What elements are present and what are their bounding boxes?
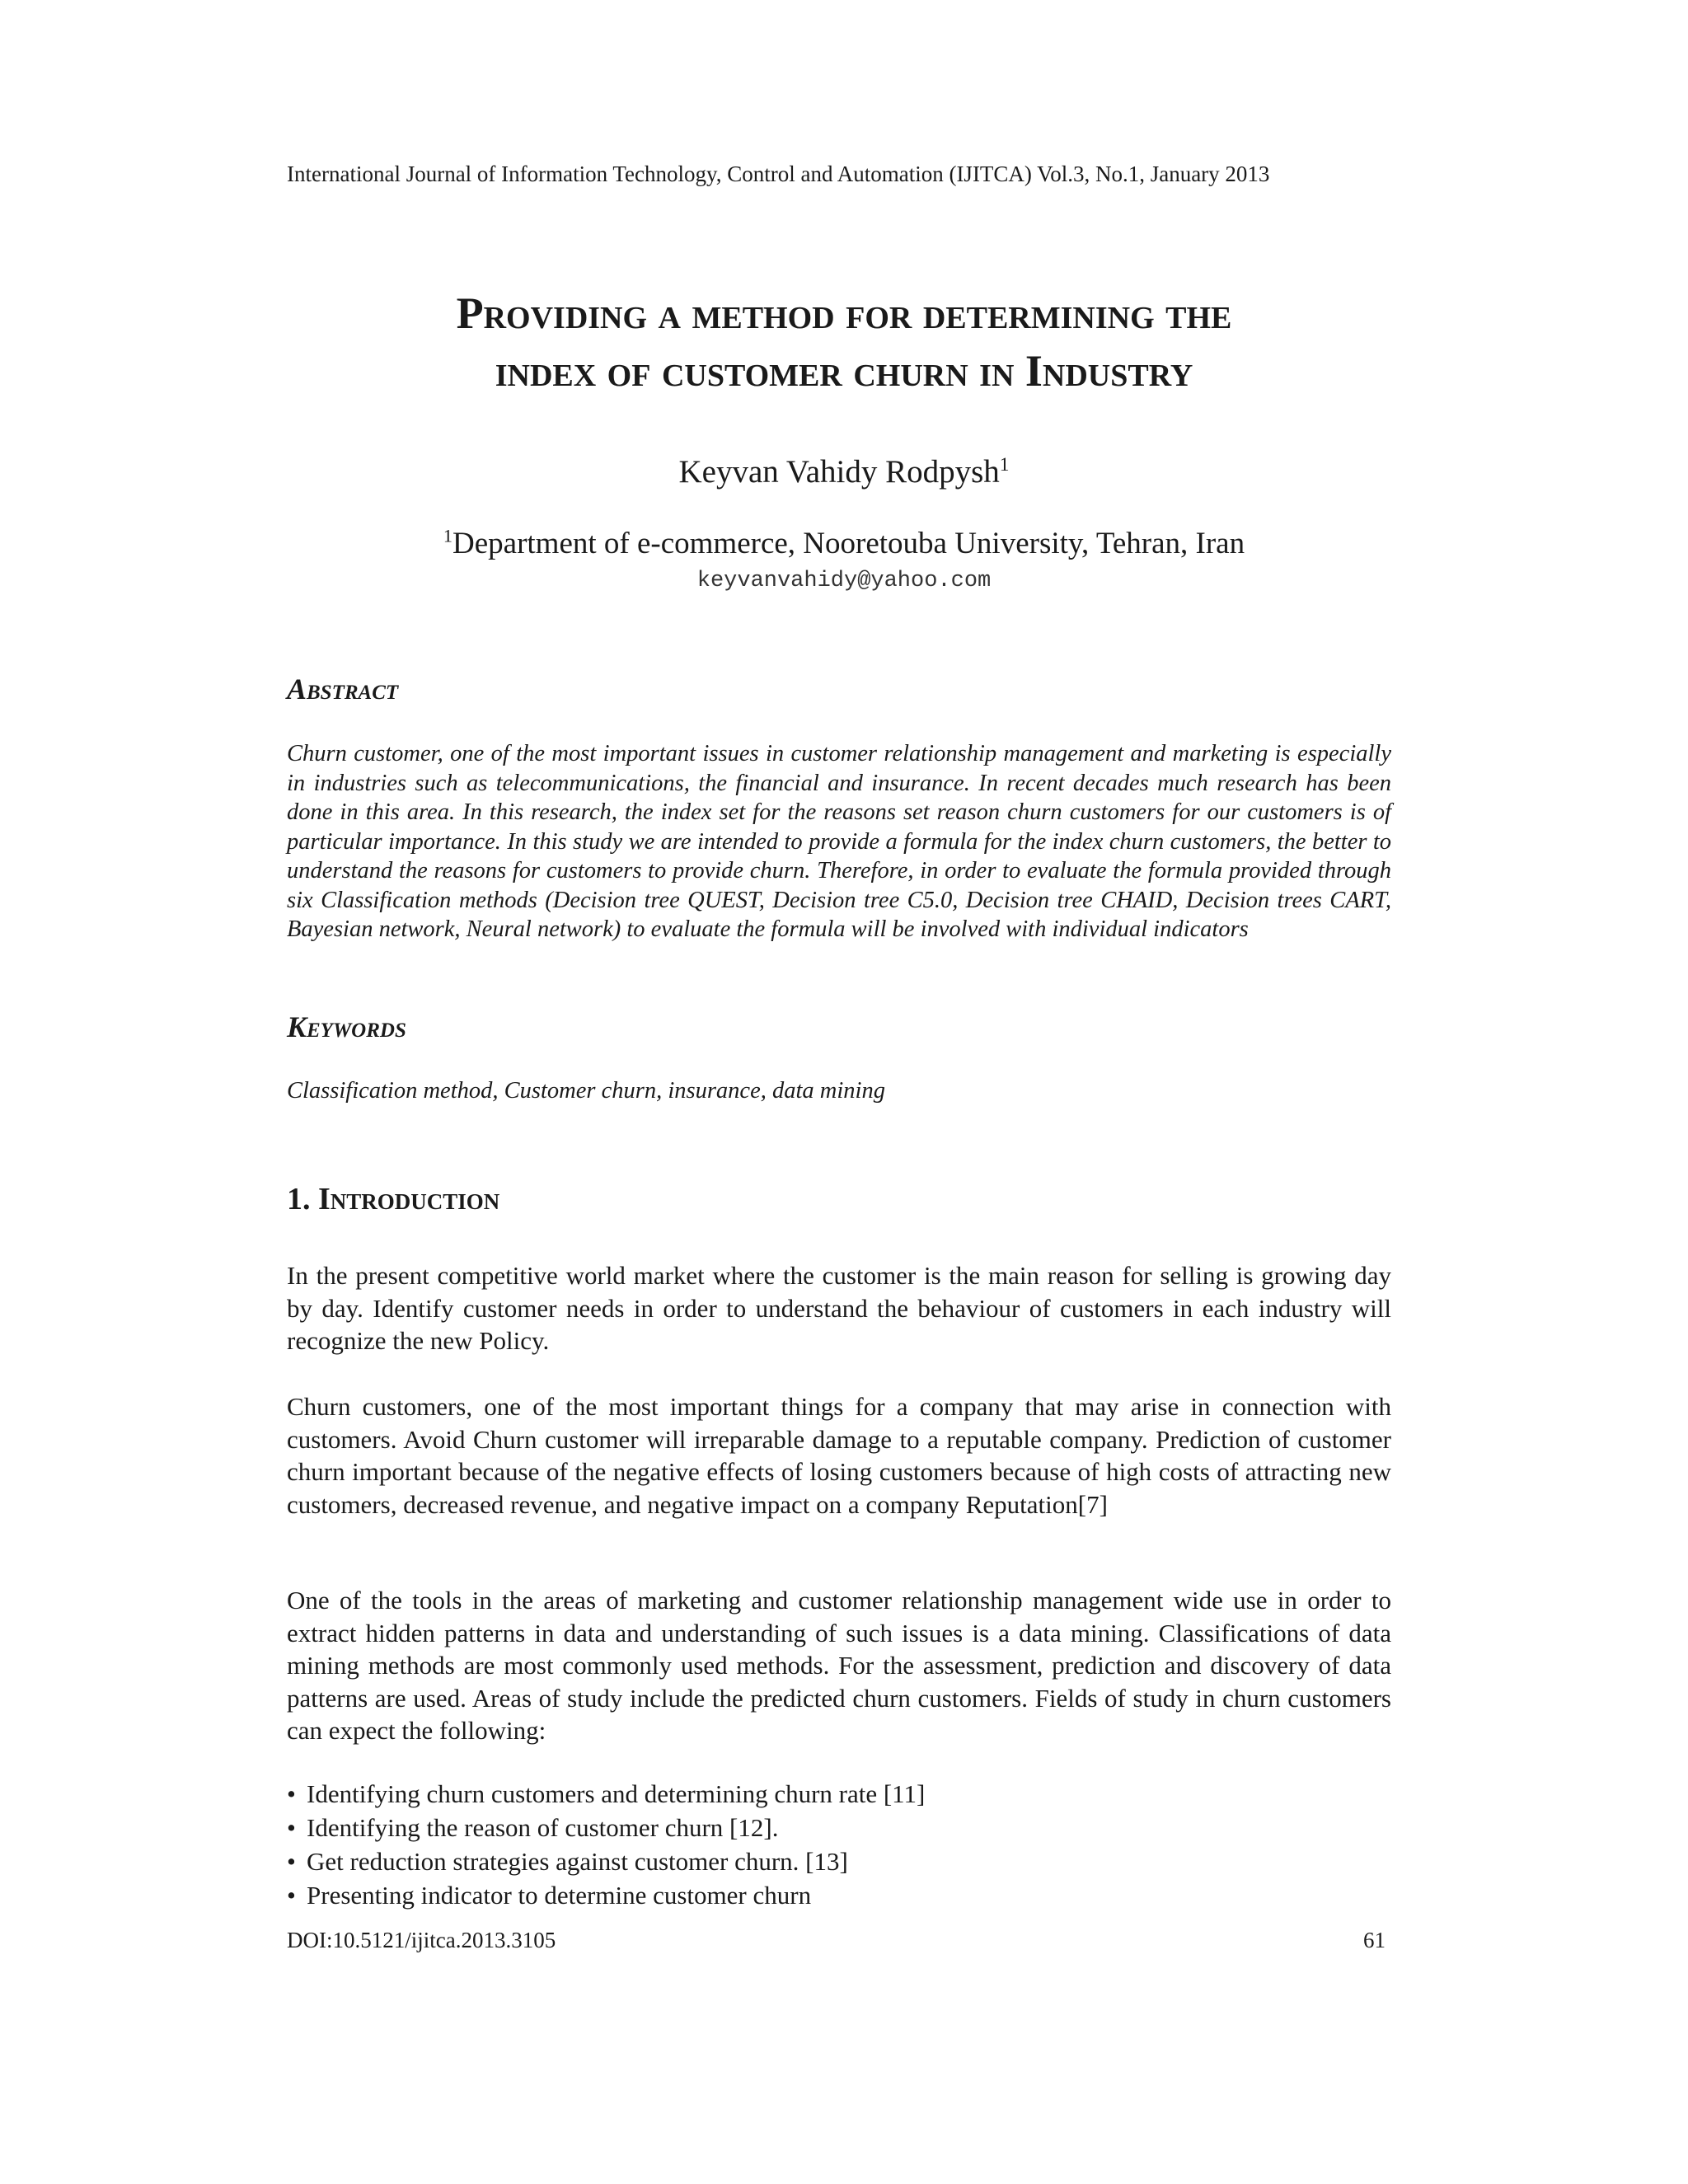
abstract-text: Churn customer, one of the most important issues in customer relationship management and marketing is especially in industries such as telecommunications, the financial and insurance. In recent decades much research has been done in this area. In this research, the index set for the reasons set reason churn customers for our customers is of particular importance. In this study we are intended to provide a formula for the index churn customers, the better to understand the reasons for customers to provide churn. Therefore, in order to evaluate the formula provided through six Classification methods (Decision tree QUEST, Decision tree C5.0, Decision tree CHAID, Decision trees CART, Bayesian network, Neural network) to evaluate the formula will be involved with individual indicators — [287, 741, 1391, 942]
keywords-heading: Keywords — [287, 1010, 406, 1043]
title-line-2: index of customer churn in Industry — [495, 346, 1193, 396]
title-line-1: Providing a method for determining the — [456, 288, 1232, 338]
author-name — [247, 453, 1441, 490]
doi-footer: DOI:10.5121/ijitca.2013.3105 — [287, 1928, 556, 1952]
author-affiliation-marker: 1 — [999, 454, 1010, 476]
list-item: • Get reduction strategies against customer churn. [13] — [287, 1844, 1391, 1878]
affiliation — [247, 526, 1441, 561]
introduction-heading: 1. Introduction — [287, 1182, 500, 1216]
intro-paragraph-1: In the present competitive world market where the customer is the main reason for selling is growing day by day. Identify customer needs in order to understand the behaviour of customers in each industry will recognize the new Policy. — [287, 1261, 1391, 1355]
running-header: International Journal of Information Technology, Control and Automation (IJITCA) Vol.3, No.1, January 2013 — [287, 162, 1270, 186]
bullet-icon: • — [287, 1881, 296, 1910]
paper-title — [247, 284, 1441, 400]
list-item: • Presenting indicator to determine customer churn — [287, 1878, 1391, 1912]
list-item: • Identifying the reason of customer churn [12]. — [287, 1811, 1391, 1844]
author-email: keyvanvahidy@yahoo.com — [696, 569, 992, 593]
intro-paragraph-3: One of the tools in the areas of marketing and customer relationship management wide use in order to extract hidden patterns in data and understanding of such issues is a data mining. Classifications of data mining methods are most commonly used methods. For the assessment, prediction and discovery of data patterns are used. Areas of study include the predicted churn customers. Fields of study in churn customers can expect the following: — [287, 1586, 1391, 1745]
page-number: 61 — [1363, 1928, 1386, 1952]
abstract-heading: Abstract — [287, 673, 399, 705]
author-name-text: Keyvan Vahidy Rodpysh — [678, 454, 1000, 490]
keywords-text: Classification method, Customer churn, insurance, data mining — [287, 1078, 885, 1104]
bullet-icon: • — [287, 1779, 296, 1808]
bullet-icon: • — [287, 1847, 296, 1876]
intro-paragraph-2: Churn customers, one of the most important things for a company that may arise in connection with customers. Avoid Churn customer will irreparable damage to a reputable company. Prediction of customer churn important because of the negative effects of losing customers because of high costs of attracting new customers, decreased revenue, and negative impact on a company Reputation[7] — [287, 1392, 1391, 1519]
bullet-icon: • — [287, 1813, 296, 1842]
list-item: • Identifying churn customers and determining churn rate [11] — [287, 1777, 1391, 1811]
affiliation-marker: 1 — [443, 525, 452, 546]
churn-study-fields-list — [287, 1777, 1391, 1912]
affiliation-text: Department of e-commerce, Nooretouba University, Tehran, Iran — [452, 527, 1245, 560]
